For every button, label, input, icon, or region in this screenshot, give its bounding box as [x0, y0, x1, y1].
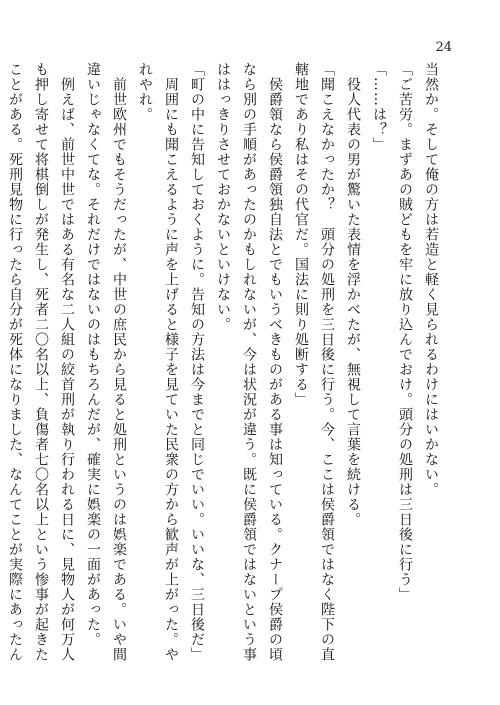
text-line: 例えば、前世中世ではある有名な二人組の絞首刑が執り行われる日に、見物人が何万人: [59, 62, 75, 662]
text-line: 当然か。そして俺の方は若造と軽く見られるわけにはいかない。: [423, 62, 439, 497]
text-line: 違いじゃなくてな。それだけではないのはもちろんだが、確実に娯楽の一面があった。: [85, 62, 101, 647]
text-line: 轄地であり私はその代官だ。国法に則り処断する」: [293, 62, 309, 407]
vertical-text-body: [7, 62, 444, 670]
text-line: なら別の手順があったのかもしれないが、今は状況が違う。既に侯爵領ではないという事: [241, 62, 257, 662]
text-line: 侯爵領なら侯爵領独自法とでもいうべきものがある事は知っている。クナープ侯爵の頃: [267, 62, 283, 662]
text-line: 役人代表の男が驚いた表情を浮かべたが、無視して言葉を続ける。: [345, 62, 361, 527]
text-line: 「ご苦労。まずあの賊どもを牢に放り込んでおけ。頭分の処刑は三日後に行う」: [397, 62, 413, 602]
text-line: 「聞こえなかったか？ 頭分の処刑を三日後に行う。今、ここは侯爵領ではなく陛下の直: [319, 62, 335, 662]
text-line: 前世欧州でもそうだったが、中世の庶民から見ると処刑というのは娯楽である。いや間: [111, 62, 127, 662]
text-line: 周囲にも聞こえるように声を上げると様子を見ていた民衆の方から歓声が上がった。や: [163, 62, 179, 662]
text-line: 「町の中に告知しておくように。告知の方法は今までと同じでいい。いいな、三日後だ」: [189, 62, 205, 662]
text-line: ことがある。死刑見物に行ったら自分が死体になりました、なんてことが実際にあったん: [7, 62, 23, 662]
text-line: ははっきりさせておかないといけない。: [215, 62, 231, 332]
text-line: 「……は？」: [371, 62, 387, 152]
page-number: 24: [435, 40, 452, 55]
text-line: れやれ。: [137, 62, 153, 122]
text-line: も押し寄せて将棋倒しが発生し、死者二〇名以上、負傷者七〇名以上という惨事が起きた: [33, 62, 49, 662]
